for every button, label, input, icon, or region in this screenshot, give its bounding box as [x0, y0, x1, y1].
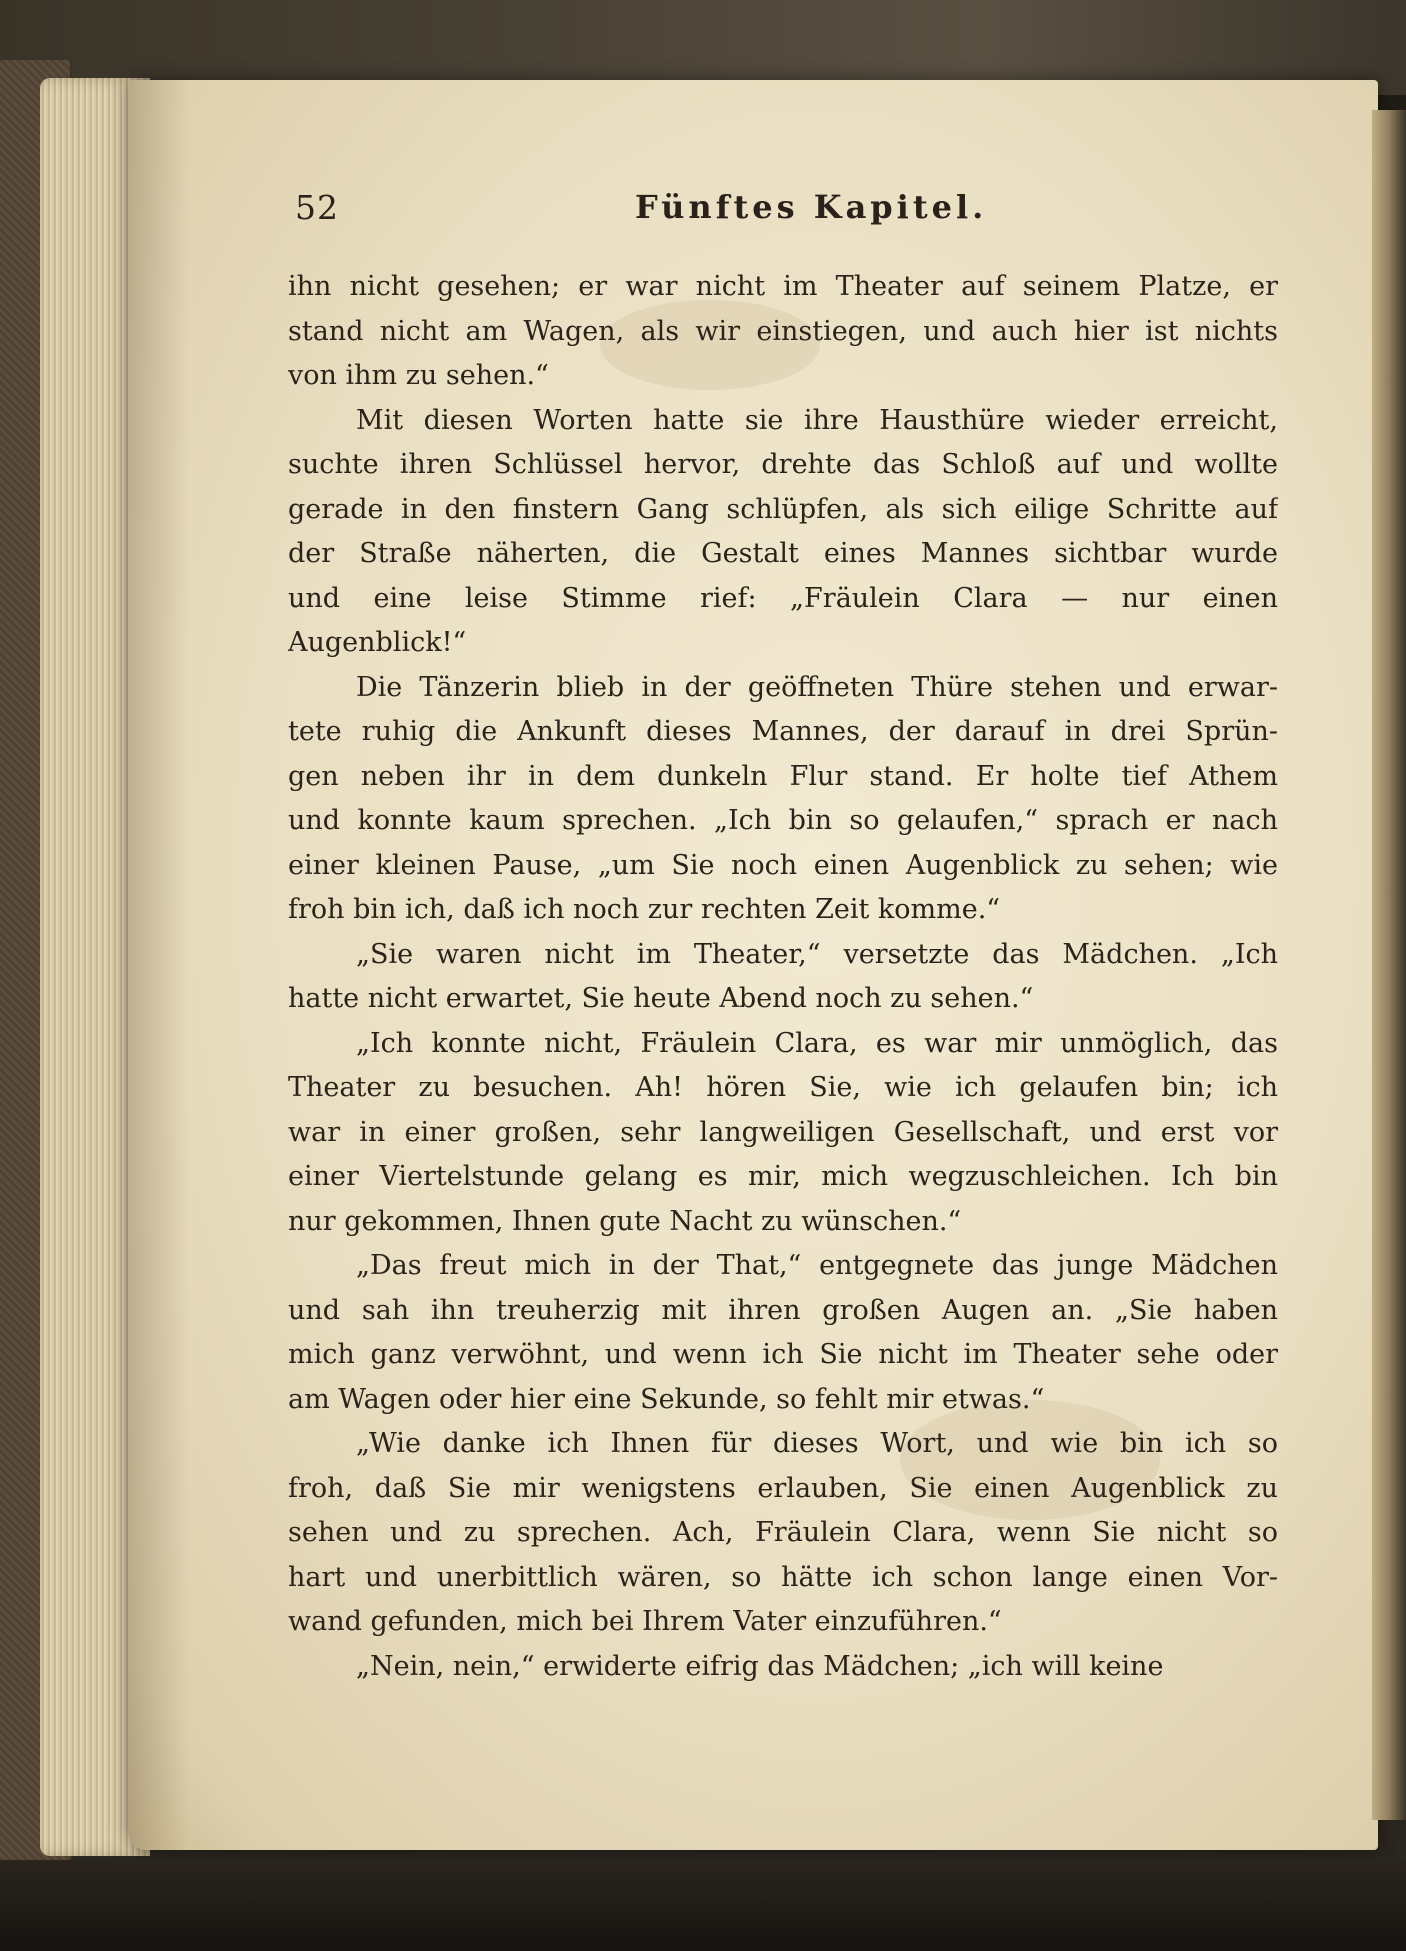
- text-line: und konnte kaum sprechen. „Ich bin so gelaufen,“ sprach er nach: [288, 805, 1278, 836]
- paragraph: [288, 933, 1278, 1022]
- scan-background: [0, 1860, 1406, 1951]
- text-line: wand gefunden, mich bei Ihrem Vater einzuführen.“: [288, 1606, 1002, 1637]
- text-line: Die Tänzerin blieb in der geöffneten Thüre stehen und erwar-: [356, 671, 1278, 703]
- chapter-title: Fünftes Kapitel.: [635, 188, 988, 226]
- text-line: „Ich konnte nicht, Fräulein Clara, es war mir unmöglich, das: [356, 1027, 1278, 1059]
- gutter-shadow: [128, 80, 188, 1850]
- body-text: [288, 265, 1278, 1689]
- text-line: am Wagen oder hier eine Sekunde, so fehlt mir etwas.“: [288, 1383, 1045, 1415]
- text-line: sehen und zu sprechen. Ach, Fräulein Clara, wenn Sie nicht so: [288, 1517, 1278, 1548]
- text-line: „Das freut mich in der That,“ entgegnete das junge Mädchen: [356, 1250, 1278, 1281]
- paragraph: [288, 666, 1278, 933]
- text-line: mich ganz verwöhnt, und wenn ich Sie nicht im Theater sehe oder: [288, 1339, 1278, 1370]
- text-line: Augenblick!“: [288, 627, 467, 658]
- text-line: „Sie waren nicht im Theater,“ versetzte das Mädchen. „Ich: [356, 938, 1278, 970]
- paragraph: [288, 1022, 1278, 1245]
- text-line: und eine leise Stimme rief: „Fräulein Clara — nur einen: [288, 582, 1278, 614]
- text-line: hart und unerbittlich wären, so hätte ich schon lange einen Vor-: [288, 1561, 1278, 1593]
- text-line: und sah ihn treuherzig mit ihren großen Augen an. „Sie haben: [288, 1294, 1278, 1326]
- text-line: gerade in den finstern Gang schlüpfen, als sich eilige Schritte auf: [288, 493, 1278, 525]
- text-line: froh, daß Sie mir wenigstens erlauben, Sie einen Augenblick zu: [288, 1472, 1278, 1504]
- text-line: hatte nicht erwartet, Sie heute Abend noch zu sehen.“: [288, 983, 1034, 1014]
- next-page-edge: [1372, 110, 1406, 1820]
- text-line: von ihm zu sehen.“: [288, 360, 549, 391]
- text-line: ihn nicht gesehen; er war nicht im Theater auf seinem Platze, er: [288, 271, 1278, 302]
- text-line: gen neben ihr in dem dunkeln Flur stand. Er holte tief Athem: [288, 760, 1278, 792]
- text-line: stand nicht am Wagen, als wir einstiegen, und auch hier ist nichts: [288, 315, 1278, 347]
- text-line: einer kleinen Pause, „um Sie noch einen Augenblick zu sehen; wie: [288, 849, 1278, 881]
- paragraph: [288, 1645, 1278, 1690]
- text-line: nur gekommen, Ihnen gute Nacht zu wünschen.“: [288, 1205, 962, 1237]
- paragraph: [288, 265, 1278, 399]
- text-line: Mit diesen Worten hatte sie ihre Hausthüre wieder erreicht,: [356, 404, 1278, 436]
- text-line: froh bin ich, daß ich noch zur rechten Zeit komme.“: [288, 894, 1001, 925]
- text-line: tete ruhig die Ankunft dieses Mannes, der darauf in drei Sprün-: [288, 716, 1278, 747]
- text-line: suchte ihren Schlüssel hervor, drehte das Schloß auf und wollte: [288, 449, 1278, 480]
- text-line: war in einer großen, sehr langweiligen Gesellschaft, und erst vor: [288, 1116, 1278, 1148]
- text-line: Theater zu besuchen. Ah! hören Sie, wie ich gelaufen bin; ich: [288, 1072, 1278, 1103]
- page-number: 52: [295, 188, 339, 227]
- paragraph: [288, 399, 1278, 666]
- running-head: [295, 188, 1295, 238]
- text-line: „Wie danke ich Ihnen für dieses Wort, und wie bin ich so: [356, 1428, 1278, 1459]
- text-line: „Nein, nein,“ erwiderte eifrig das Mädchen; „ich will keine: [356, 1650, 1164, 1682]
- text-line: der Straße näherten, die Gestalt eines Mannes sichtbar wurde: [288, 538, 1278, 569]
- paragraph: [288, 1422, 1278, 1645]
- paragraph: [288, 1244, 1278, 1422]
- text-line: einer Viertelstunde gelang es mir, mich wegzuschleichen. Ich bin: [288, 1161, 1278, 1192]
